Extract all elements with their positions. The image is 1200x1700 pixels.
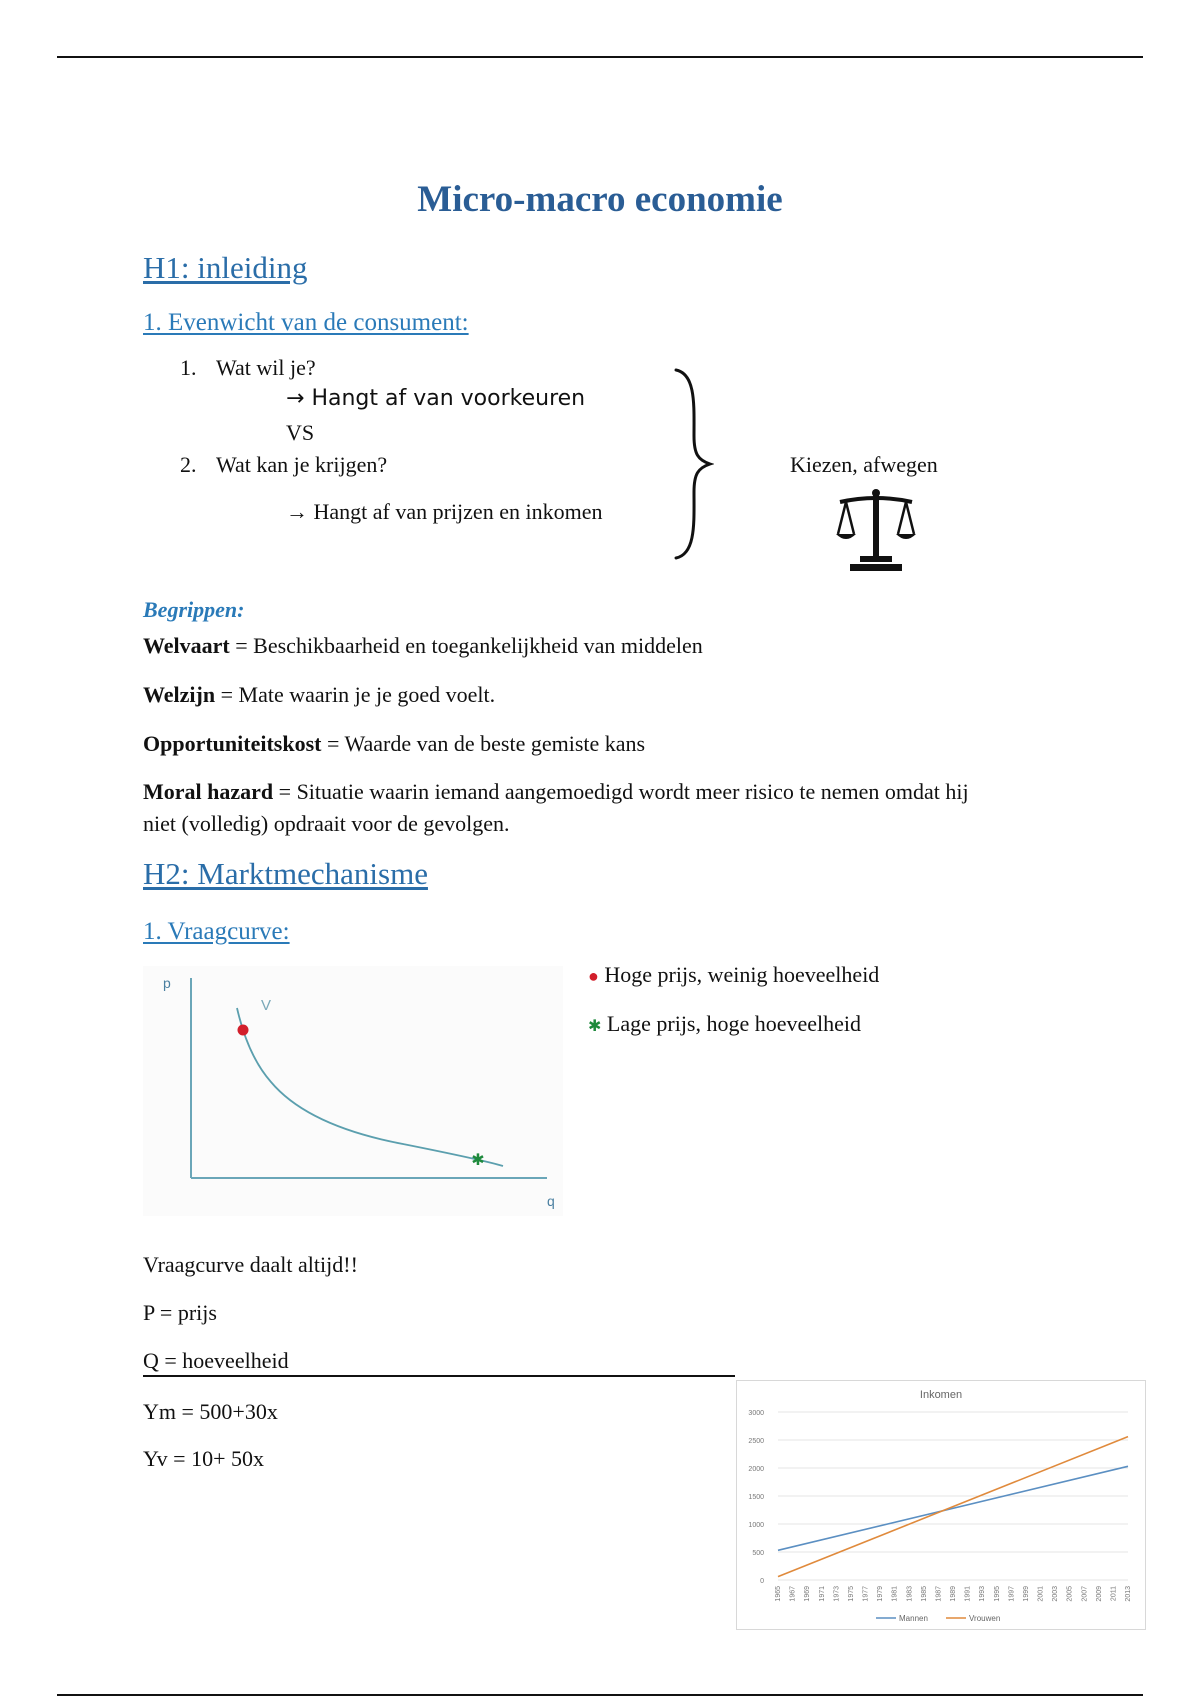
term-welvaart: Welvaart xyxy=(143,633,230,658)
x-tick-label: 1997 xyxy=(1008,1586,1016,1602)
heading-h2: H2: Marktmechanisme xyxy=(143,856,428,891)
x-tick-label: 1981 xyxy=(891,1586,899,1602)
answer-2-text: Hangt af van prijzen en inkomen xyxy=(313,499,603,524)
x-tick-label: 1983 xyxy=(906,1586,914,1602)
note-daalt: Vraagcurve daalt altijd!! xyxy=(143,1252,358,1277)
x-tick-label: 2013 xyxy=(1125,1586,1132,1602)
y-tick-label: 2500 xyxy=(748,1438,764,1445)
x-tick-label: 1989 xyxy=(950,1586,957,1602)
x-tick-label: 1979 xyxy=(877,1586,885,1602)
red-dot-icon: ● xyxy=(588,966,599,986)
definition-opportuniteitskost xyxy=(143,731,645,757)
balance-scale-icon xyxy=(834,486,918,572)
x-tick-label: 1995 xyxy=(993,1586,1001,1602)
y-tick-label: 500 xyxy=(752,1550,764,1557)
y-tick-label: 0 xyxy=(760,1578,764,1585)
p-definition: P = prijs xyxy=(143,1300,217,1325)
arrow-icon: → xyxy=(286,386,305,411)
x-tick-label: 1973 xyxy=(833,1586,841,1602)
curve-label-v: V xyxy=(261,997,272,1014)
section-vraagcurve: 1. Vraagcurve: xyxy=(143,918,290,945)
q-axis-label: q xyxy=(547,1193,555,1209)
page-title: Micro-macro economie xyxy=(417,179,783,220)
bottom-rule xyxy=(57,1694,1143,1696)
list-number-2: 2. xyxy=(180,452,197,477)
definition-moral-hazard xyxy=(143,779,969,805)
x-tick-label: 1971 xyxy=(818,1586,826,1602)
x-tick-label: 2009 xyxy=(1095,1586,1103,1602)
low-price-marker: ✱ xyxy=(471,1152,485,1169)
x-tick-label: 1967 xyxy=(789,1586,797,1602)
list-number-1: 1. xyxy=(180,355,197,380)
term-opportuniteitskost: Opportuniteitskost xyxy=(143,731,322,756)
y-tick-label: 2000 xyxy=(748,1466,764,1473)
answer-1-text: Hangt af van voorkeuren xyxy=(311,386,586,411)
definition-moral-hazard-line2: niet (volledig) opdraait voor de gevolgen. xyxy=(143,811,510,836)
begrippen-heading: Begrippen: xyxy=(143,597,245,622)
p-axis-label: p xyxy=(163,975,171,991)
high-price-marker xyxy=(238,1025,249,1036)
x-tick-label: 1991 xyxy=(964,1586,972,1602)
yv-formula: Yv = 10+ 50x xyxy=(143,1446,264,1471)
definition-text: = Mate waarin je je goed voelt. xyxy=(215,682,496,707)
section-evenwicht: 1. Evenwicht van de consument: xyxy=(143,309,469,336)
demand-curve-chart xyxy=(143,966,563,1216)
definition-welzijn xyxy=(143,682,495,708)
x-tick-label: 1975 xyxy=(847,1586,855,1602)
q-definition: Q = hoeveelheid xyxy=(143,1348,289,1373)
divider-line xyxy=(143,1375,735,1377)
legend-high-text: Hoge prijs, weinig hoeveelheid xyxy=(604,962,880,987)
y-tick-label: 1000 xyxy=(748,1522,764,1529)
term-welzijn: Welzijn xyxy=(143,682,216,707)
definition-text: = Waarde van de beste gemiste kans xyxy=(321,731,646,756)
definition-welvaart xyxy=(143,633,703,659)
x-tick-label: 2005 xyxy=(1066,1586,1074,1602)
x-tick-label: 1987 xyxy=(935,1586,943,1602)
x-tick-label: 1965 xyxy=(775,1586,782,1602)
vs-label: VS xyxy=(286,420,315,445)
x-tick-label: 2007 xyxy=(1081,1586,1089,1602)
x-tick-label: 2011 xyxy=(1110,1586,1118,1602)
x-tick-label: 2001 xyxy=(1037,1586,1045,1602)
curly-brace-icon xyxy=(668,366,714,562)
x-tick-label: 1993 xyxy=(979,1586,987,1602)
green-star-icon: ✱ xyxy=(588,1018,602,1035)
term-moral-hazard: Moral hazard xyxy=(143,779,274,804)
y-tick-label: 1500 xyxy=(748,1494,764,1501)
x-tick-label: 1977 xyxy=(862,1586,870,1602)
income-chart xyxy=(736,1380,1146,1630)
legend-vrouwen-label: Vrouwen xyxy=(969,1614,1001,1623)
answer-2 xyxy=(286,499,602,525)
definition-text: = Situatie waarin iemand aangemoedigd wordt meer risico te nemen omdat hij xyxy=(273,779,969,804)
ym-formula: Ym = 500+30x xyxy=(143,1399,278,1424)
y-tick-label: 3000 xyxy=(748,1410,764,1417)
legend-low-text: Lage prijs, hoge hoeveelheid xyxy=(606,1011,862,1036)
legend-low xyxy=(588,1011,861,1037)
definition-text: = Beschikbaarheid en toegankelijkheid van middelen xyxy=(229,633,703,658)
x-tick-label: 1985 xyxy=(920,1586,928,1602)
conclusion-text: Kiezen, afwegen xyxy=(790,452,938,477)
top-rule xyxy=(57,56,1143,58)
chart-title: Inkomen xyxy=(919,1389,963,1401)
legend-high xyxy=(588,962,879,988)
question-1: Wat wil je? xyxy=(216,355,316,380)
x-tick-label: 2003 xyxy=(1052,1586,1060,1602)
question-2: Wat kan je krijgen? xyxy=(216,452,388,477)
answer-1 xyxy=(286,386,585,411)
heading-h1: H1: inleiding xyxy=(143,250,308,285)
x-tick-label: 1969 xyxy=(804,1586,812,1602)
legend-mannen-label: Mannen xyxy=(899,1614,928,1623)
x-tick-label: 1999 xyxy=(1022,1586,1030,1602)
arrow-icon: → xyxy=(286,499,308,524)
